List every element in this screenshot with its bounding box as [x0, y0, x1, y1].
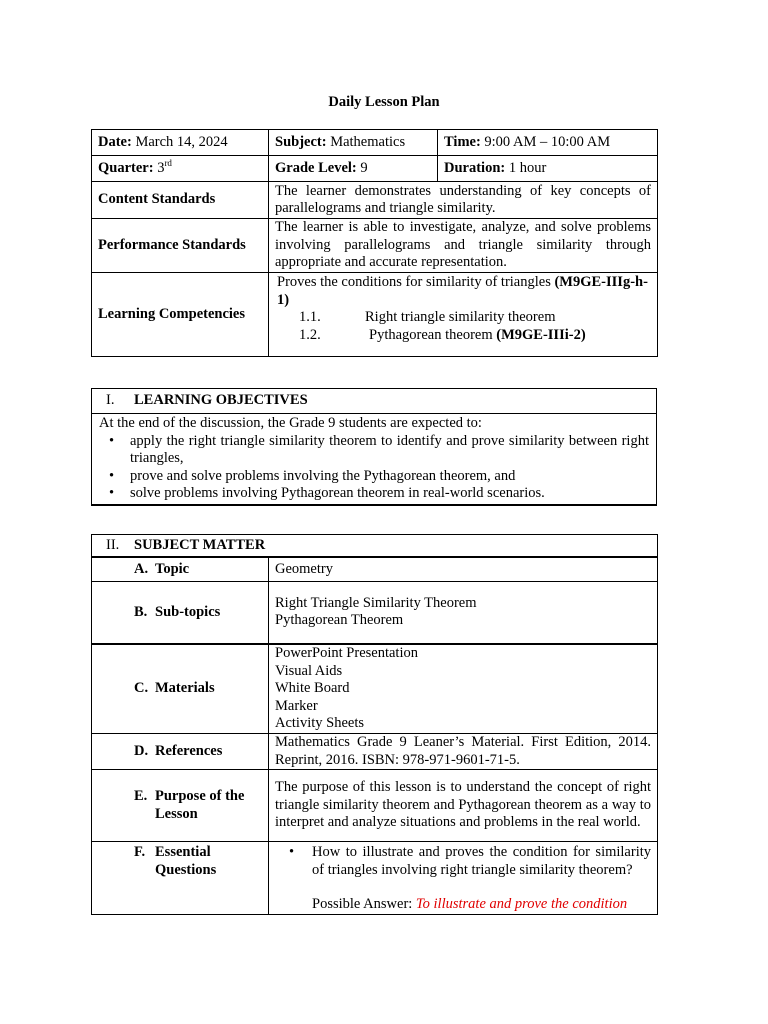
references-value: Mathematics Grade 9 Leaner’s Material. First Edition, 2014. Reprint, 2016. ISBN: 978-971-9601-71-5. — [269, 734, 658, 770]
materials-value — [269, 644, 658, 734]
list-item: • How to illustrate and proves the condition for similarity of triangles involving right triangle similarity theorem? — [289, 844, 652, 878]
list-item: White Board — [275, 680, 350, 696]
duration-value: 1 hour — [508, 159, 547, 176]
purpose-label: E. Purpose of the Lesson — [92, 770, 269, 842]
objectives-heading: I. LEARNING OBJECTIVES — [92, 389, 657, 414]
grade-cell: Grade Level: 9 — [269, 156, 438, 182]
essential-questions-row — [92, 842, 658, 915]
essential-questions-label: F. Essential Questions — [92, 842, 269, 915]
list-item: PowerPoint Presentation — [275, 645, 418, 661]
competencies-label: Learning Competencies — [92, 273, 269, 357]
subject-matter-heading-row — [92, 535, 658, 557]
quarter-cell: Quarter: 3rd — [92, 156, 269, 182]
list-item: • solve problems involving Pythagorean theorem in real-world scenarios. — [109, 485, 545, 501]
lesson-header-table — [91, 129, 658, 357]
essential-questions-value — [269, 842, 658, 915]
competencies-row — [92, 273, 658, 357]
competencies-text: Proves the conditions for similarity of triangles (M9GE-IIIg-h-1) 1.1. Right triangle similarity theorem 1.2. Pythagorean theorem (M9GE-IIIi-2) — [269, 273, 658, 357]
date-cell: Date: March 14, 2024 — [92, 130, 269, 156]
grade-value: 9 — [360, 159, 368, 176]
topic-label: A. Topic — [92, 557, 269, 582]
header-row-2 — [92, 156, 658, 182]
list-item: • apply the right triangle similarity theorem to identify and prove similarity between right triangles, — [109, 432, 649, 466]
references-label: D. References — [92, 734, 269, 770]
objectives-list — [99, 433, 649, 503]
purpose-value: The purpose of this lesson is to understand the concept of right triangle similarity theorem and Pythagorean theorem as a way to interpret and analyze situations and problems in the real world. — [269, 770, 658, 842]
performance-standards-label: Performance Standards — [92, 219, 269, 273]
subject-cell: Subject: Mathematics — [269, 130, 438, 156]
time-cell: Time: 9:00 AM – 10:00 AM — [438, 130, 658, 156]
possible-answer: Possible Answer: To illustrate and prove the condition — [312, 896, 628, 912]
objectives-body-row — [92, 414, 657, 505]
list-item: Right Triangle Similarity Theorem — [275, 594, 477, 611]
subtopics-value — [269, 582, 658, 644]
references-row — [92, 734, 658, 770]
materials-label: C. Materials — [92, 644, 269, 734]
subtopics-row — [92, 582, 658, 644]
list-item: Visual Aids — [275, 662, 343, 679]
date-value: March 14, 2024 — [135, 133, 228, 150]
list-item: Activity Sheets — [275, 715, 365, 731]
list-item: • prove and solve problems involving the Pythagorean theorem, and — [109, 467, 516, 484]
header-row-1 — [92, 130, 658, 156]
topic-row — [92, 557, 658, 582]
materials-row — [92, 644, 658, 734]
subtopics-label: B. Sub-topics — [92, 582, 269, 644]
objectives-heading-row — [92, 389, 657, 414]
performance-standards-row — [92, 219, 658, 273]
learning-objectives-table — [91, 388, 657, 506]
purpose-row — [92, 770, 658, 842]
time-value: 9:00 AM – 10:00 AM — [484, 133, 611, 150]
content-standards-label: Content Standards — [92, 182, 269, 219]
objectives-intro: At the end of the discussion, the Grade 9 students are expected to: — [99, 415, 482, 431]
list-item: Marker — [275, 697, 318, 714]
subject-matter-heading: II. SUBJECT MATTER — [92, 535, 658, 557]
topic-value: Geometry — [269, 557, 658, 582]
content-standards-text: The learner demonstrates understanding of key concepts of parallelograms and triangle similarity. — [269, 182, 658, 219]
performance-standards-text: The learner is able to investigate, analyze, and solve problems involving parallelograms and triangle similarity through appropriate and accurate representation. — [269, 219, 658, 273]
list-item: Pythagorean Theorem — [275, 612, 404, 629]
subject-matter-table — [91, 534, 658, 915]
duration-cell: Duration: 1 hour — [438, 156, 658, 182]
page-title: Daily Lesson Plan — [328, 94, 440, 110]
content-standards-row — [92, 182, 658, 219]
quarter-value: 3 — [157, 159, 165, 176]
objectives-body — [92, 414, 657, 505]
subject-value: Mathematics — [330, 133, 406, 150]
